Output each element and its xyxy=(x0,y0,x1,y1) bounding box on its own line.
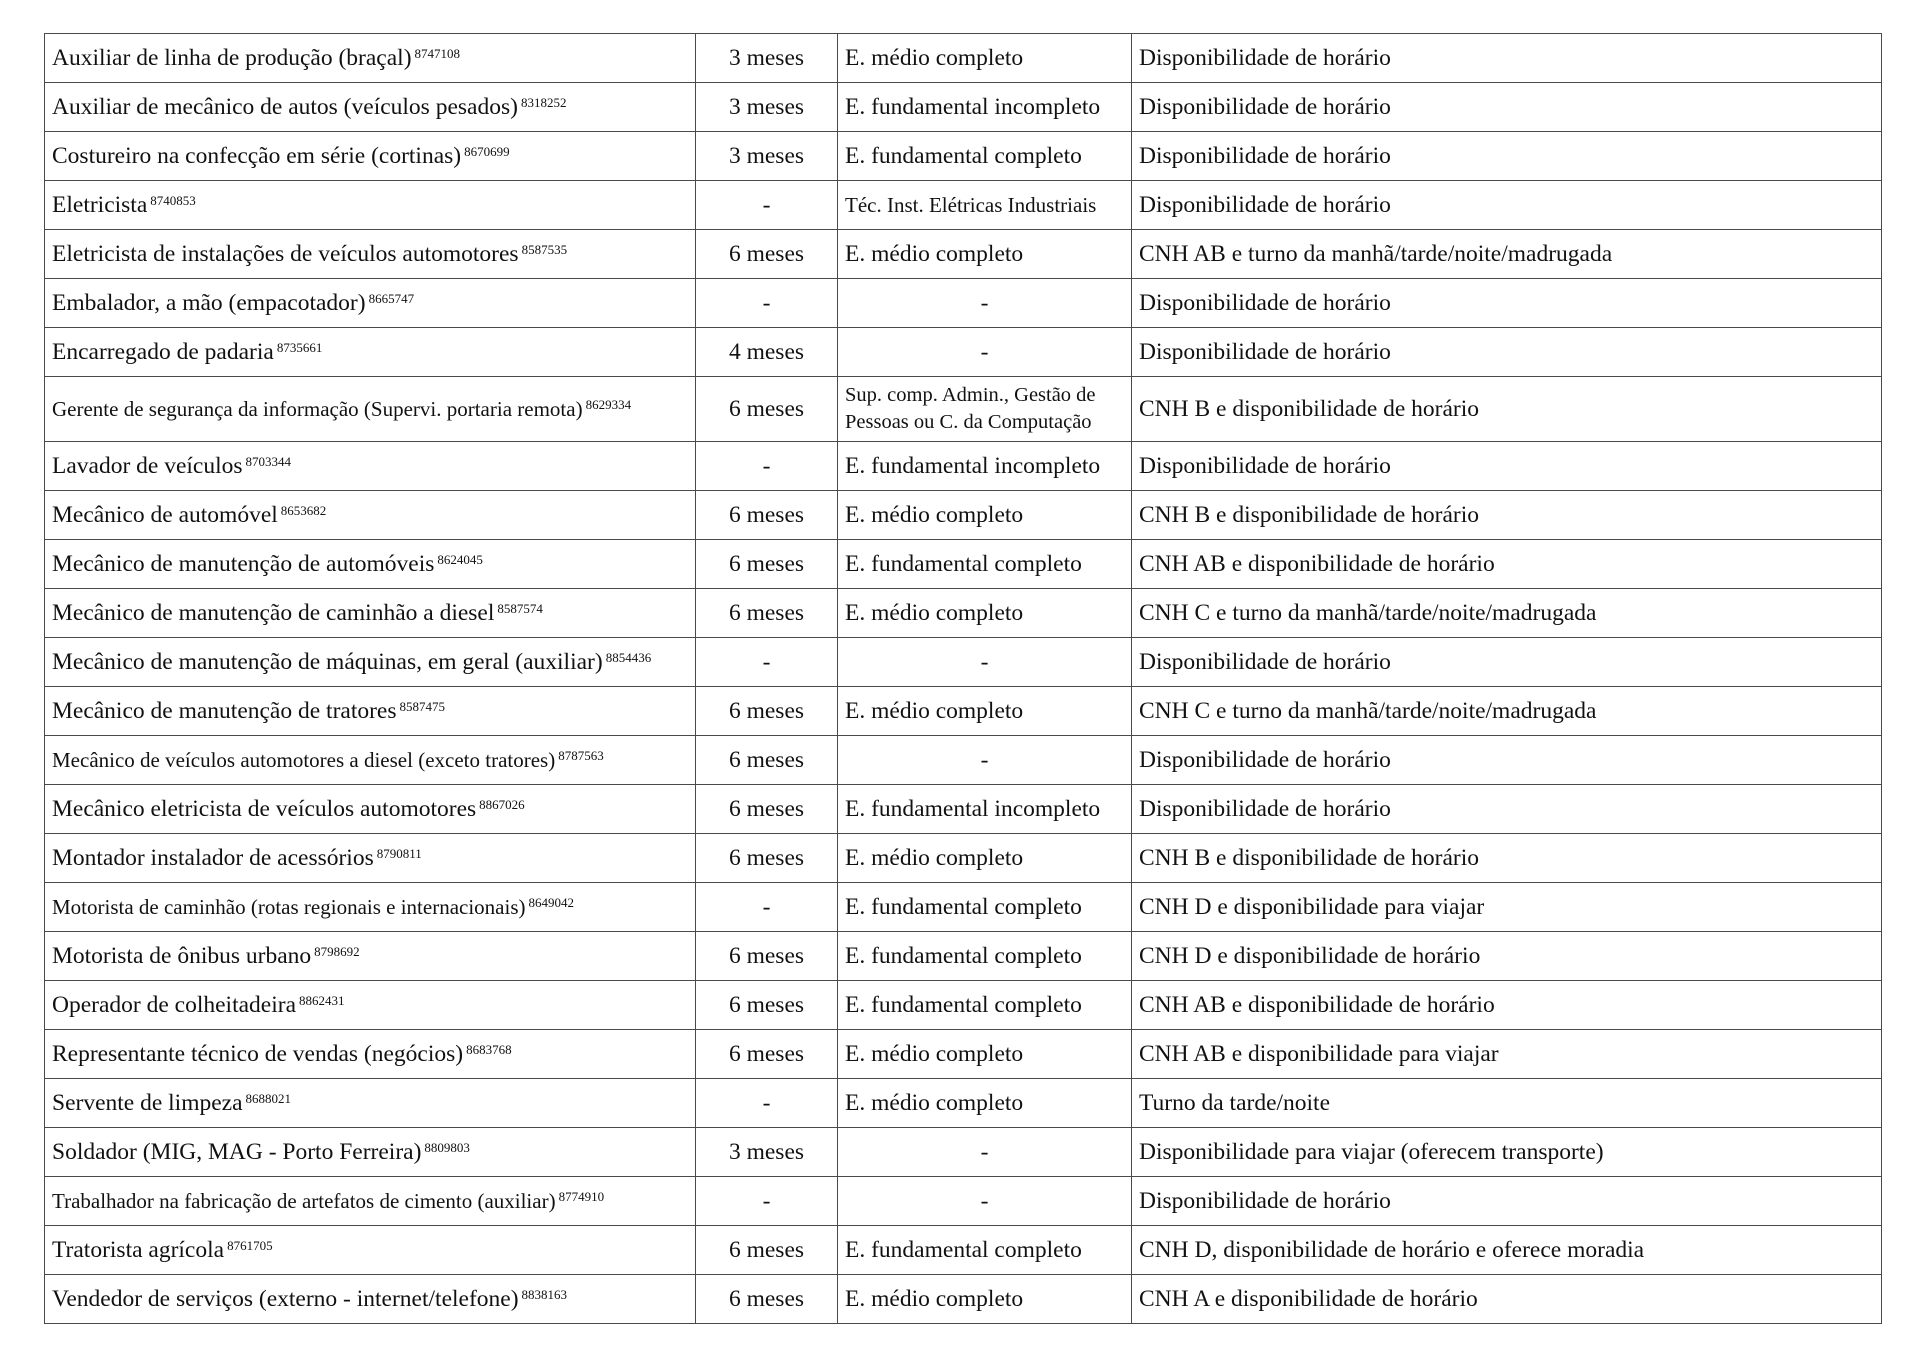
experience-cell: 3 meses xyxy=(696,83,838,132)
job-title-cell xyxy=(45,883,696,932)
job-code: 8735661 xyxy=(276,339,323,355)
job-title: Mecânico de veículos automotores a diesel (exceto tratores) xyxy=(52,748,556,772)
job-title: Costureiro na confecção em série (cortinas) xyxy=(52,143,462,169)
job-code: 8318252 xyxy=(520,94,567,110)
job-code: 8665747 xyxy=(368,290,415,306)
requirements-cell: Disponibilidade de horário xyxy=(1132,83,1882,132)
education-cell: Téc. Inst. Elétricas Industriais xyxy=(838,181,1132,230)
job-title-cell xyxy=(45,540,696,589)
job-openings-table xyxy=(44,33,1882,1324)
education-cell: E. médio completo xyxy=(838,230,1132,279)
requirements-cell: Disponibilidade de horário xyxy=(1132,442,1882,491)
education-cell: E. médio completo xyxy=(838,1275,1132,1324)
requirements-cell: Disponibilidade de horário xyxy=(1132,34,1882,83)
experience-cell: 6 meses xyxy=(696,1030,838,1079)
experience-cell: 6 meses xyxy=(696,491,838,540)
experience-cell: 6 meses xyxy=(696,230,838,279)
job-title: Motorista de caminhão (rotas regionais e internacionais) xyxy=(52,895,526,919)
job-code: 8683768 xyxy=(466,1041,512,1057)
job-code: 8688021 xyxy=(245,1090,292,1106)
table-row xyxy=(45,34,1882,83)
education-cell: E. médio completo xyxy=(838,1030,1132,1079)
requirements-cell: CNH B e disponibilidade de horário xyxy=(1132,377,1882,442)
job-title-cell xyxy=(45,34,696,83)
education-cell: - xyxy=(838,328,1132,377)
experience-cell: 3 meses xyxy=(696,132,838,181)
job-title: Auxiliar de mecânico de autos (veículos pesados) xyxy=(52,94,518,120)
requirements-cell: CNH B e disponibilidade de horário xyxy=(1132,834,1882,883)
experience-cell: 3 meses xyxy=(696,1128,838,1177)
experience-cell: - xyxy=(696,1079,838,1128)
requirements-cell: Disponibilidade de horário xyxy=(1132,785,1882,834)
job-title: Eletricista xyxy=(52,192,148,218)
education-cell: E. fundamental completo xyxy=(838,1226,1132,1275)
job-title: Encarregado de padaria xyxy=(52,339,274,365)
job-title-cell xyxy=(45,1226,696,1275)
job-title-cell xyxy=(45,442,696,491)
experience-cell: 6 meses xyxy=(696,1275,838,1324)
job-title-cell xyxy=(45,1177,696,1226)
job-title-cell xyxy=(45,687,696,736)
requirements-cell: Disponibilidade de horário xyxy=(1132,736,1882,785)
experience-cell: 6 meses xyxy=(696,540,838,589)
education-cell: E. médio completo xyxy=(838,834,1132,883)
education-cell: E. fundamental completo xyxy=(838,883,1132,932)
job-code: 8587535 xyxy=(521,241,568,257)
experience-cell: 6 meses xyxy=(696,687,838,736)
job-title: Eletricista de instalações de veículos automotores xyxy=(52,241,519,267)
table-row xyxy=(45,328,1882,377)
job-title-cell xyxy=(45,736,696,785)
job-code: 8761705 xyxy=(227,1237,273,1253)
job-title-cell xyxy=(45,83,696,132)
job-title-cell xyxy=(45,1079,696,1128)
education-cell: Sup. comp. Admin., Gestão de Pessoas ou C. da Computação xyxy=(838,377,1132,442)
education-cell: - xyxy=(838,1177,1132,1226)
requirements-cell: CNH D e disponibilidade para viajar xyxy=(1132,883,1882,932)
table-row xyxy=(45,1275,1882,1324)
table-row xyxy=(45,1128,1882,1177)
job-code: 8747108 xyxy=(414,45,461,61)
requirements-cell: CNH B e disponibilidade de horário xyxy=(1132,491,1882,540)
job-code: 8790811 xyxy=(376,845,422,861)
job-title: Lavador de veículos xyxy=(52,453,243,479)
education-cell: E. fundamental incompleto xyxy=(838,785,1132,834)
job-title: Mecânico de manutenção de caminhão a diesel xyxy=(52,600,495,626)
job-title: Mecânico de automóvel xyxy=(52,502,278,528)
job-code: 8809803 xyxy=(424,1139,470,1155)
education-cell: - xyxy=(838,638,1132,687)
job-code: 8653682 xyxy=(280,502,327,518)
job-code: 8670699 xyxy=(464,143,510,159)
requirements-cell: Disponibilidade de horário xyxy=(1132,1177,1882,1226)
job-code: 8703344 xyxy=(245,453,292,469)
experience-cell: - xyxy=(696,638,838,687)
experience-cell: 6 meses xyxy=(696,932,838,981)
requirements-cell: CNH D, disponibilidade de horário e oferece moradia xyxy=(1132,1226,1882,1275)
job-code: 8774910 xyxy=(558,1188,605,1204)
requirements-cell: Disponibilidade de horário xyxy=(1132,181,1882,230)
job-title-cell xyxy=(45,1275,696,1324)
job-title: Operador de colheitadeira xyxy=(52,992,297,1018)
job-title: Representante técnico de vendas (negócios) xyxy=(52,1041,464,1067)
job-title: Vendedor de serviços (externo - internet/telefone) xyxy=(52,1286,519,1312)
education-cell: E. fundamental completo xyxy=(838,540,1132,589)
requirements-cell: CNH AB e disponibilidade para viajar xyxy=(1132,1030,1882,1079)
experience-cell: 6 meses xyxy=(696,736,838,785)
job-code: 8838163 xyxy=(521,1286,568,1302)
requirements-cell: Disponibilidade de horário xyxy=(1132,638,1882,687)
education-cell: E. fundamental incompleto xyxy=(838,83,1132,132)
education-cell: - xyxy=(838,279,1132,328)
job-title-cell xyxy=(45,132,696,181)
requirements-cell: CNH A e disponibilidade de horário xyxy=(1132,1275,1882,1324)
experience-cell: - xyxy=(696,1177,838,1226)
table-row xyxy=(45,589,1882,638)
experience-cell: 6 meses xyxy=(696,589,838,638)
job-title: Embalador, a mão (empacotador) xyxy=(52,290,366,316)
requirements-cell: CNH C e turno da manhã/tarde/noite/madrugada xyxy=(1132,687,1882,736)
experience-cell: - xyxy=(696,279,838,328)
job-code: 8787563 xyxy=(558,747,604,763)
education-cell: E. fundamental completo xyxy=(838,981,1132,1030)
job-title-cell xyxy=(45,981,696,1030)
requirements-cell: Disponibilidade para viajar (oferecem transporte) xyxy=(1132,1128,1882,1177)
table-row xyxy=(45,1177,1882,1226)
table-row xyxy=(45,83,1882,132)
job-title-cell xyxy=(45,328,696,377)
table-row xyxy=(45,1226,1882,1275)
table-row xyxy=(45,785,1882,834)
table-row xyxy=(45,736,1882,785)
table-row xyxy=(45,132,1882,181)
job-code: 8798692 xyxy=(314,943,360,959)
experience-cell: 3 meses xyxy=(696,34,838,83)
job-title: Mecânico de manutenção de máquinas, em geral (auxiliar) xyxy=(52,649,603,675)
job-code: 8649042 xyxy=(528,894,575,910)
education-cell: E. fundamental incompleto xyxy=(838,442,1132,491)
experience-cell: - xyxy=(696,442,838,491)
table-row xyxy=(45,1079,1882,1128)
requirements-cell: Disponibilidade de horário xyxy=(1132,132,1882,181)
job-title-cell xyxy=(45,932,696,981)
job-code: 8587574 xyxy=(497,600,543,616)
table-row xyxy=(45,230,1882,279)
job-title: Servente de limpeza xyxy=(52,1090,243,1116)
job-title: Soldador (MIG, MAG - Porto Ferreira) xyxy=(52,1139,422,1165)
education-cell: E. médio completo xyxy=(838,1079,1132,1128)
job-title-cell xyxy=(45,1030,696,1079)
job-code: 8862431 xyxy=(299,992,345,1008)
table-row xyxy=(45,377,1882,442)
job-title: Montador instalador de acessórios xyxy=(52,845,374,871)
job-title: Mecânico eletricista de veículos automotores xyxy=(52,796,477,822)
table-row xyxy=(45,638,1882,687)
experience-cell: 4 meses xyxy=(696,328,838,377)
job-title-cell xyxy=(45,785,696,834)
table-row xyxy=(45,491,1882,540)
education-cell: E. fundamental completo xyxy=(838,932,1132,981)
education-cell: - xyxy=(838,1128,1132,1177)
job-title-cell xyxy=(45,279,696,328)
job-title: Mecânico de manutenção de automóveis xyxy=(52,551,435,577)
requirements-cell: Turno da tarde/noite xyxy=(1132,1079,1882,1128)
job-title: Motorista de ônibus urbano xyxy=(52,943,312,969)
table-row xyxy=(45,279,1882,328)
requirements-cell: CNH C e turno da manhã/tarde/noite/madrugada xyxy=(1132,589,1882,638)
job-code: 8587475 xyxy=(399,698,446,714)
table-row xyxy=(45,883,1882,932)
job-title-cell xyxy=(45,589,696,638)
job-title: Auxiliar de linha de produção (braçal) xyxy=(52,45,412,71)
experience-cell: - xyxy=(696,883,838,932)
experience-cell: 6 meses xyxy=(696,377,838,442)
requirements-cell: Disponibilidade de horário xyxy=(1132,279,1882,328)
requirements-cell: CNH AB e turno da manhã/tarde/noite/madrugada xyxy=(1132,230,1882,279)
table-row xyxy=(45,932,1882,981)
education-cell: E. médio completo xyxy=(838,491,1132,540)
education-cell: E. médio completo xyxy=(838,34,1132,83)
job-openings-table-body xyxy=(45,34,1882,1324)
job-code: 8629334 xyxy=(585,396,632,412)
experience-cell: 6 meses xyxy=(696,981,838,1030)
job-title-cell xyxy=(45,834,696,883)
job-title: Gerente de segurança da informação (Supervi. portaria remota) xyxy=(52,397,583,421)
education-cell: E. médio completo xyxy=(838,589,1132,638)
table-row xyxy=(45,442,1882,491)
education-cell: E. fundamental completo xyxy=(838,132,1132,181)
job-title-cell xyxy=(45,181,696,230)
job-code: 8740853 xyxy=(150,192,196,208)
table-row xyxy=(45,687,1882,736)
job-title-cell xyxy=(45,1128,696,1177)
job-code: 8624045 xyxy=(437,551,483,567)
job-title-cell xyxy=(45,638,696,687)
job-code: 8867026 xyxy=(479,796,525,812)
table-row xyxy=(45,1030,1882,1079)
requirements-cell: CNH AB e disponibilidade de horário xyxy=(1132,540,1882,589)
table-row xyxy=(45,540,1882,589)
education-cell: - xyxy=(838,736,1132,785)
experience-cell: - xyxy=(696,181,838,230)
requirements-cell: Disponibilidade de horário xyxy=(1132,328,1882,377)
job-code: 8854436 xyxy=(605,649,652,665)
requirements-cell: CNH D e disponibilidade de horário xyxy=(1132,932,1882,981)
job-title: Trabalhador na fabricação de artefatos de cimento (auxiliar) xyxy=(52,1189,556,1213)
experience-cell: 6 meses xyxy=(696,1226,838,1275)
education-cell: E. médio completo xyxy=(838,687,1132,736)
requirements-cell: CNH AB e disponibilidade de horário xyxy=(1132,981,1882,1030)
experience-cell: 6 meses xyxy=(696,785,838,834)
job-title: Mecânico de manutenção de tratores xyxy=(52,698,397,724)
job-title: Tratorista agrícola xyxy=(52,1237,225,1263)
table-row xyxy=(45,181,1882,230)
table-row xyxy=(45,834,1882,883)
job-title-cell xyxy=(45,377,696,442)
job-title-cell xyxy=(45,491,696,540)
job-title-cell xyxy=(45,230,696,279)
table-row xyxy=(45,981,1882,1030)
experience-cell: 6 meses xyxy=(696,834,838,883)
